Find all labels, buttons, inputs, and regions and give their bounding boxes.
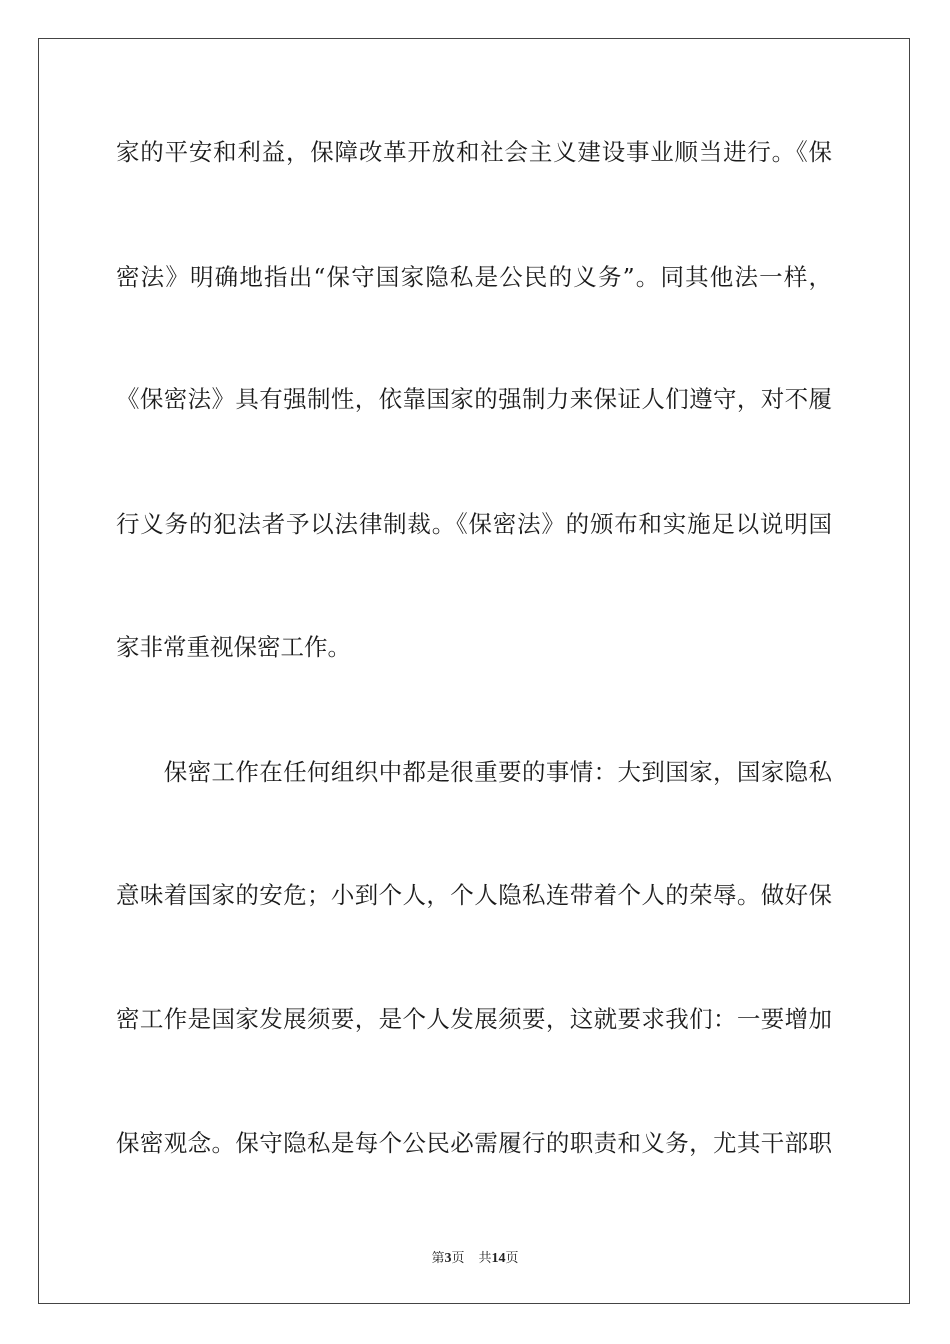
page-prefix: 第 — [431, 1251, 445, 1266]
total-suffix: 页 — [505, 1251, 519, 1266]
text-line-5: 家非常重视保密工作。 — [116, 633, 351, 661]
total-prefix: 共 — [478, 1251, 492, 1266]
total-pages: 14 — [491, 1251, 506, 1266]
text-line-4: 行义务的犯法者予以法律制裁。《保密法》的颁布和实施足以说明国 — [116, 510, 832, 538]
text-line-8: 密工作是国家发展须要，是个人发展须要，这就要求我们：一要增加 — [116, 1005, 832, 1033]
text-line-9: 保密观念。保守隐私是每个公民必需履行的职责和义务，尤其干部职 — [116, 1129, 832, 1157]
text-line-3: 《保密法》具有强制性，依靠国家的强制力来保证人们遵守，对不履 — [116, 385, 832, 413]
text-line-1: 家的平安和利益，保障改革开放和社会主义建设事业顺当进行。《保 — [116, 138, 832, 166]
text-line-2: 密法》明确地指出“保守国家隐私是公民的义务”。同其他法一样， — [116, 263, 832, 291]
page-suffix: 页 — [451, 1251, 465, 1266]
text-line-7: 意味着国家的安危；小到个人，个人隐私连带着个人的荣辱。做好保 — [116, 881, 832, 909]
text-line-6: 保密工作在任何组织中都是很重要的事情：大到国家，国家隐私 — [116, 758, 832, 786]
page-border — [38, 38, 910, 1304]
page-number: 3 — [444, 1251, 452, 1266]
page-footer — [0, 1247, 950, 1267]
